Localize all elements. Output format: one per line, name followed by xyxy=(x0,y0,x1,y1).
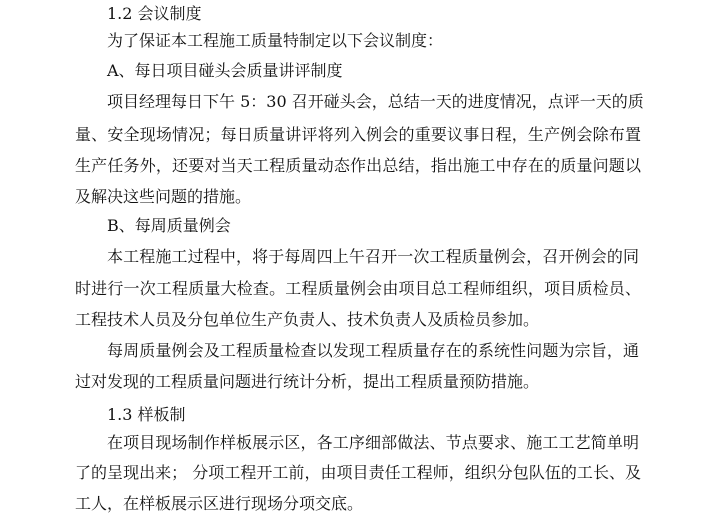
subheading-a: A、每日项目碰头会质量讲评制度 xyxy=(107,61,343,80)
paragraph-line: 本工程施工过程中，将于每周四上午召开一次工程质量例会，召开例会的同 xyxy=(107,247,639,266)
paragraph-line: 项目经理每日下午 5：30 召开碰头会，总结一天的进度情况，点评一天的质 xyxy=(107,92,644,111)
paragraph-line: 工人，在样板展示区进行现场分项交底。 xyxy=(75,494,364,513)
paragraph-line: 在项目现场制作样板展示区，各工序细部做法、节点要求、施工工艺简单明 xyxy=(107,433,639,452)
paragraph-line: 过对发现的工程质量问题进行统计分析，提出工程质量预防措施。 xyxy=(75,372,540,391)
paragraph-line: 及解决这些问题的措施。 xyxy=(75,187,252,206)
paragraph-line: 了的呈现出来； 分项工程开工前，由项目责任工程师，组织分包队伍的工长、及 xyxy=(75,463,641,482)
paragraph-line: 生产任务外，还要对当天工程质量动态作出总结，指出施工中存在的质量问题以 xyxy=(75,156,641,175)
subheading-b: B、每周质量例会 xyxy=(107,216,231,235)
paragraph-line: 工程技术人员及分包单位生产负责人、技术负责人及质检员参加。 xyxy=(75,310,540,329)
paragraph-line: 每周质量例会及工程质量检查以发现工程质量存在的系统性问题为宗旨，通 xyxy=(107,341,639,360)
section-heading-1-2: 1.2 会议制度 xyxy=(107,4,202,23)
paragraph-line: 量、安全现场情况；每日质量讲评将列入例会的重要议事日程，生产例会除布置 xyxy=(75,125,641,144)
paragraph-line: 时进行一次工程质量大检查。工程质量例会由项目总工程师组织，项目质检员、 xyxy=(75,279,641,298)
section-heading-1-3: 1.3 样板制 xyxy=(107,405,186,424)
section-intro: 为了保证本工程施工质量特制定以下会议制度： xyxy=(107,31,444,50)
